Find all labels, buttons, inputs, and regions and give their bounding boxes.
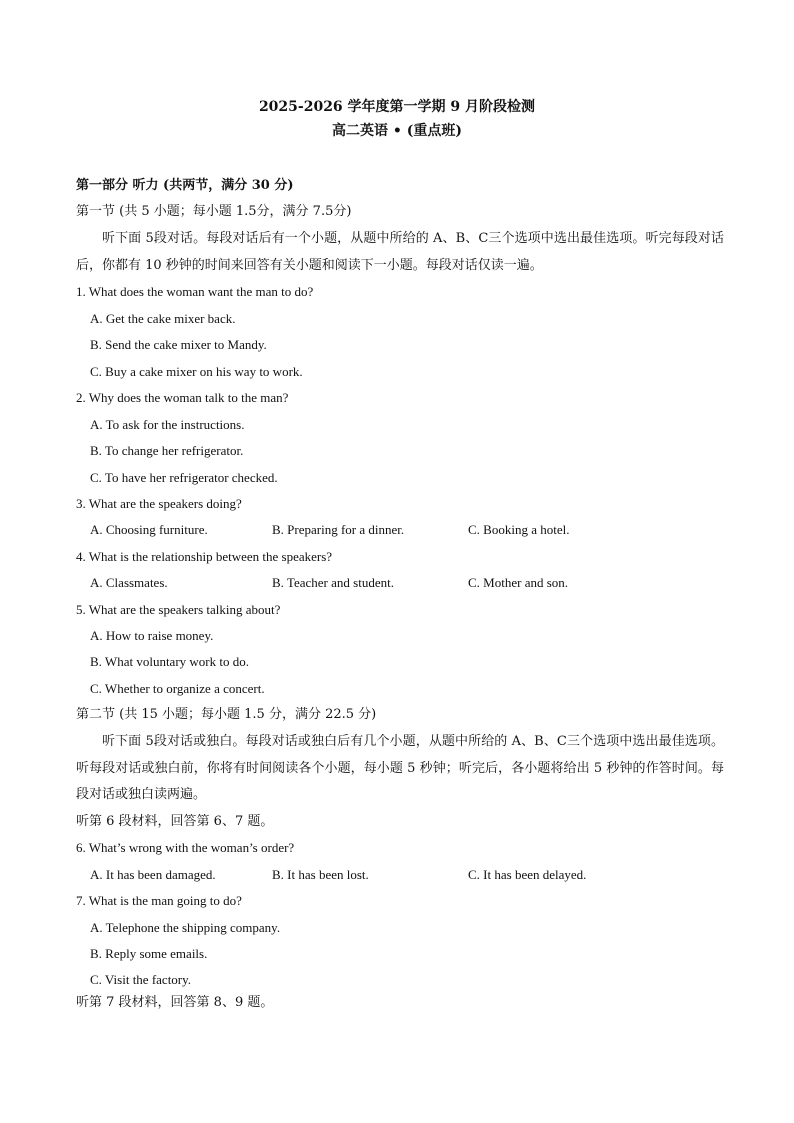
q2-option-b: B. To change her refrigerator. bbox=[90, 443, 244, 458]
q1-option-a: A. Get the cake mixer back. bbox=[90, 311, 236, 326]
q4-option-c: C. Mother and son. bbox=[468, 575, 569, 590]
material-6-note: 听第 6 段材料，回答第 6、7 题。 bbox=[76, 814, 274, 829]
section2-instructions: 听下面 5段对话或独白。每段对话或独白后有几个小题，从题中所给的 A、B、C三个选项中选出最佳选项。听每段对话或独白前，你将有时间阅读各个小题，每小题 5 秒钟；听完后，各小题将给出 5 秒钟的作答时间。每段对话或独白读两遍。 bbox=[76, 734, 724, 802]
q7-option-a: A. Telephone the shipping company. bbox=[90, 920, 281, 935]
section1-heading: 第一节 (共 5 小题；每小题 1.5分，满分 7.5分) bbox=[76, 204, 352, 219]
q7-option-b: B. Reply some emails. bbox=[90, 946, 208, 961]
q1-option-b: B. Send the cake mixer to Mandy. bbox=[90, 337, 267, 352]
question-3: 3. What are the speakers doing? bbox=[76, 496, 242, 511]
q6-option-b: B. It has been lost. bbox=[272, 867, 369, 882]
q5-option-c: C. Whether to organize a concert. bbox=[90, 681, 265, 696]
question-7: 7. What is the man going to do? bbox=[76, 893, 242, 908]
exam-subtitle: 高二英语 • (重点班) bbox=[332, 123, 462, 139]
q6-option-c: C. It has been delayed. bbox=[468, 867, 587, 882]
q3-option-c: C. Booking a hotel. bbox=[468, 522, 570, 537]
section1-instructions: 听下面 5段对话。每段对话后有一个小题，从题中所给的 A、B、C三个选项中选出最佳选项。听完每段对话后，你都有 10 秒钟的时间来回答有关小题和阅读下一小题。每段对话仅读一遍。 bbox=[76, 231, 724, 273]
section2-heading: 第二节 (共 15 小题；每小题 1.5 分，满分 22.5 分) bbox=[76, 707, 377, 722]
q2-option-c: C. To have her refrigerator checked. bbox=[90, 470, 278, 485]
question-4: 4. What is the relationship between the speakers? bbox=[76, 549, 333, 564]
material-7-note: 听第 7 段材料，回答第 8、9 题。 bbox=[76, 995, 274, 1010]
q2-option-a: A. To ask for the instructions. bbox=[90, 417, 245, 432]
question-5: 5. What are the speakers talking about? bbox=[76, 602, 281, 617]
question-2: 2. Why does the woman talk to the man? bbox=[76, 390, 289, 405]
q3-option-a: A. Choosing furniture. bbox=[90, 522, 208, 537]
exam-title: 2025-2026 学年度第一学期 9 月阶段检测 bbox=[258, 99, 536, 115]
question-1: 1. What does the woman want the man to do? bbox=[76, 284, 314, 299]
q4-option-a: A. Classmates. bbox=[90, 575, 168, 590]
q4-option-b: B. Teacher and student. bbox=[272, 575, 394, 590]
q6-option-a: A. It has been damaged. bbox=[90, 867, 216, 882]
q5-option-b: B. What voluntary work to do. bbox=[90, 654, 249, 669]
q5-option-a: A. How to raise money. bbox=[90, 628, 214, 643]
q7-option-c: C. Visit the factory. bbox=[90, 972, 192, 987]
q3-option-b: B. Preparing for a dinner. bbox=[272, 522, 405, 537]
part1-heading: 第一部分 听力 (共两节，满分 30 分) bbox=[76, 178, 294, 193]
q1-option-c: C. Buy a cake mixer on his way to work. bbox=[90, 364, 303, 379]
question-6: 6. What’s wrong with the woman’s order? bbox=[76, 840, 295, 855]
